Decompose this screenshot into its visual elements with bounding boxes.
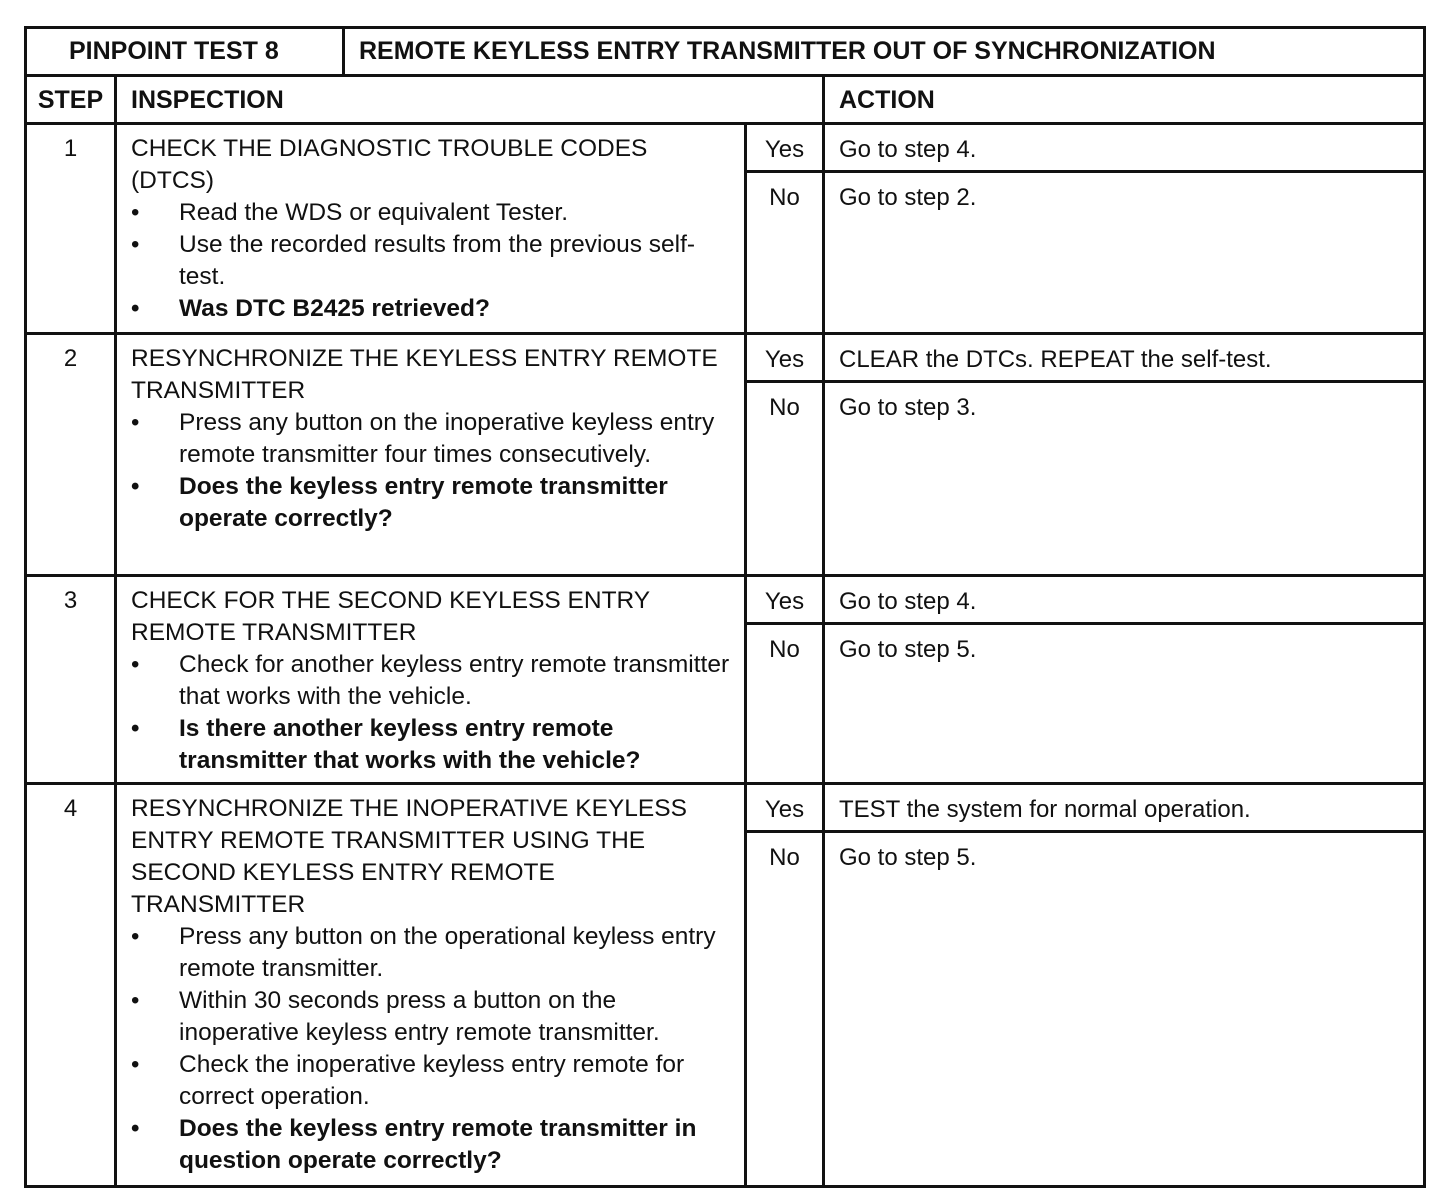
test-name: REMOTE KEYLESS ENTRY TRANSMITTER OUT OF SYNCHRONIZATION bbox=[359, 37, 1216, 65]
step-row-3 bbox=[27, 577, 1423, 785]
yes-label: Yes bbox=[747, 335, 822, 383]
answer-cell bbox=[747, 785, 825, 1185]
inspection-bullets bbox=[131, 649, 734, 777]
no-label: No bbox=[769, 844, 800, 871]
title-row bbox=[27, 29, 1423, 77]
inspection-cell bbox=[117, 785, 747, 1185]
no-label: No bbox=[769, 184, 800, 211]
header-inspection: INSPECTION bbox=[117, 77, 825, 122]
step-number: 2 bbox=[27, 335, 117, 574]
inspection-bullet: • Press any button on the inoperative keyless entry remote transmitter four times consecutively. bbox=[131, 407, 734, 471]
no-label: No bbox=[769, 394, 800, 421]
step-number: 1 bbox=[27, 125, 117, 332]
action-cell bbox=[825, 577, 1423, 782]
action-cell bbox=[825, 785, 1423, 1185]
no-label: No bbox=[769, 636, 800, 663]
inspection-bullet: • Within 30 seconds press a button on the inoperative keyless entry remote transmitter. bbox=[131, 985, 734, 1049]
inspection-cell bbox=[117, 335, 747, 574]
step-row-1 bbox=[27, 125, 1423, 335]
step-number: 3 bbox=[27, 577, 117, 782]
pinpoint-test-table bbox=[24, 26, 1426, 1188]
inspection-heading: RESYNCHRONIZE THE KEYLESS ENTRY REMOTE TRANSMITTER bbox=[131, 345, 718, 404]
inspection-bullet: • Check for another keyless entry remote transmitter that works with the vehicle. bbox=[131, 649, 734, 713]
yes-label: Yes bbox=[747, 125, 822, 173]
yes-label: Yes bbox=[747, 785, 822, 833]
step-row-4 bbox=[27, 785, 1423, 1185]
answer-cell bbox=[747, 577, 825, 782]
inspection-bullet: • Read the WDS or equivalent Tester. bbox=[131, 197, 734, 229]
yes-action: CLEAR the DTCs. REPEAT the self-test. bbox=[825, 335, 1423, 383]
inspection-question: • Does the keyless entry remote transmitter in question operate correctly? bbox=[131, 1113, 734, 1177]
inspection-bullet: • Check the inoperative keyless entry remote for correct operation. bbox=[131, 1049, 734, 1113]
no-action: Go to step 5. bbox=[839, 636, 977, 663]
inspection-cell bbox=[117, 577, 747, 782]
no-action: Go to step 5. bbox=[839, 844, 977, 871]
inspection-bullets bbox=[131, 407, 734, 535]
inspection-question: • Does the keyless entry remote transmitter operate correctly? bbox=[131, 471, 734, 535]
step-row-2 bbox=[27, 335, 1423, 577]
header-step: STEP bbox=[27, 77, 117, 122]
column-header-row bbox=[27, 77, 1423, 125]
inspection-heading: CHECK THE DIAGNOSTIC TROUBLE CODES (DTCS) bbox=[131, 135, 648, 194]
no-action: Go to step 3. bbox=[839, 394, 977, 421]
test-label: PINPOINT TEST 8 bbox=[27, 29, 345, 74]
inspection-question: • Was DTC B2425 retrieved? bbox=[131, 293, 734, 325]
action-cell bbox=[825, 125, 1423, 332]
yes-label: Yes bbox=[747, 577, 822, 625]
yes-action: Go to step 4. bbox=[825, 125, 1423, 173]
answer-cell bbox=[747, 125, 825, 332]
inspection-cell bbox=[117, 125, 747, 332]
yes-action: Go to step 4. bbox=[825, 577, 1423, 625]
step-number: 4 bbox=[27, 785, 117, 1185]
inspection-question: • Is there another keyless entry remote transmitter that works with the vehicle? bbox=[131, 713, 734, 777]
inspection-heading: CHECK FOR THE SECOND KEYLESS ENTRY REMOTE TRANSMITTER bbox=[131, 587, 650, 646]
header-action: ACTION bbox=[839, 86, 935, 114]
inspection-bullet: • Use the recorded results from the previous self-test. bbox=[131, 229, 734, 293]
action-cell bbox=[825, 335, 1423, 574]
yes-action: TEST the system for normal operation. bbox=[825, 785, 1423, 833]
inspection-bullets bbox=[131, 197, 734, 325]
inspection-heading: RESYNCHRONIZE THE INOPERATIVE KEYLESS ENTRY REMOTE TRANSMITTER USING THE SECOND KEYLESS ENTRY REMOTE TRANSMITTER bbox=[131, 795, 687, 918]
inspection-bullet: • Press any button on the operational keyless entry remote transmitter. bbox=[131, 921, 734, 985]
answer-cell bbox=[747, 335, 825, 574]
no-action: Go to step 2. bbox=[839, 184, 977, 211]
inspection-bullets bbox=[131, 921, 734, 1177]
